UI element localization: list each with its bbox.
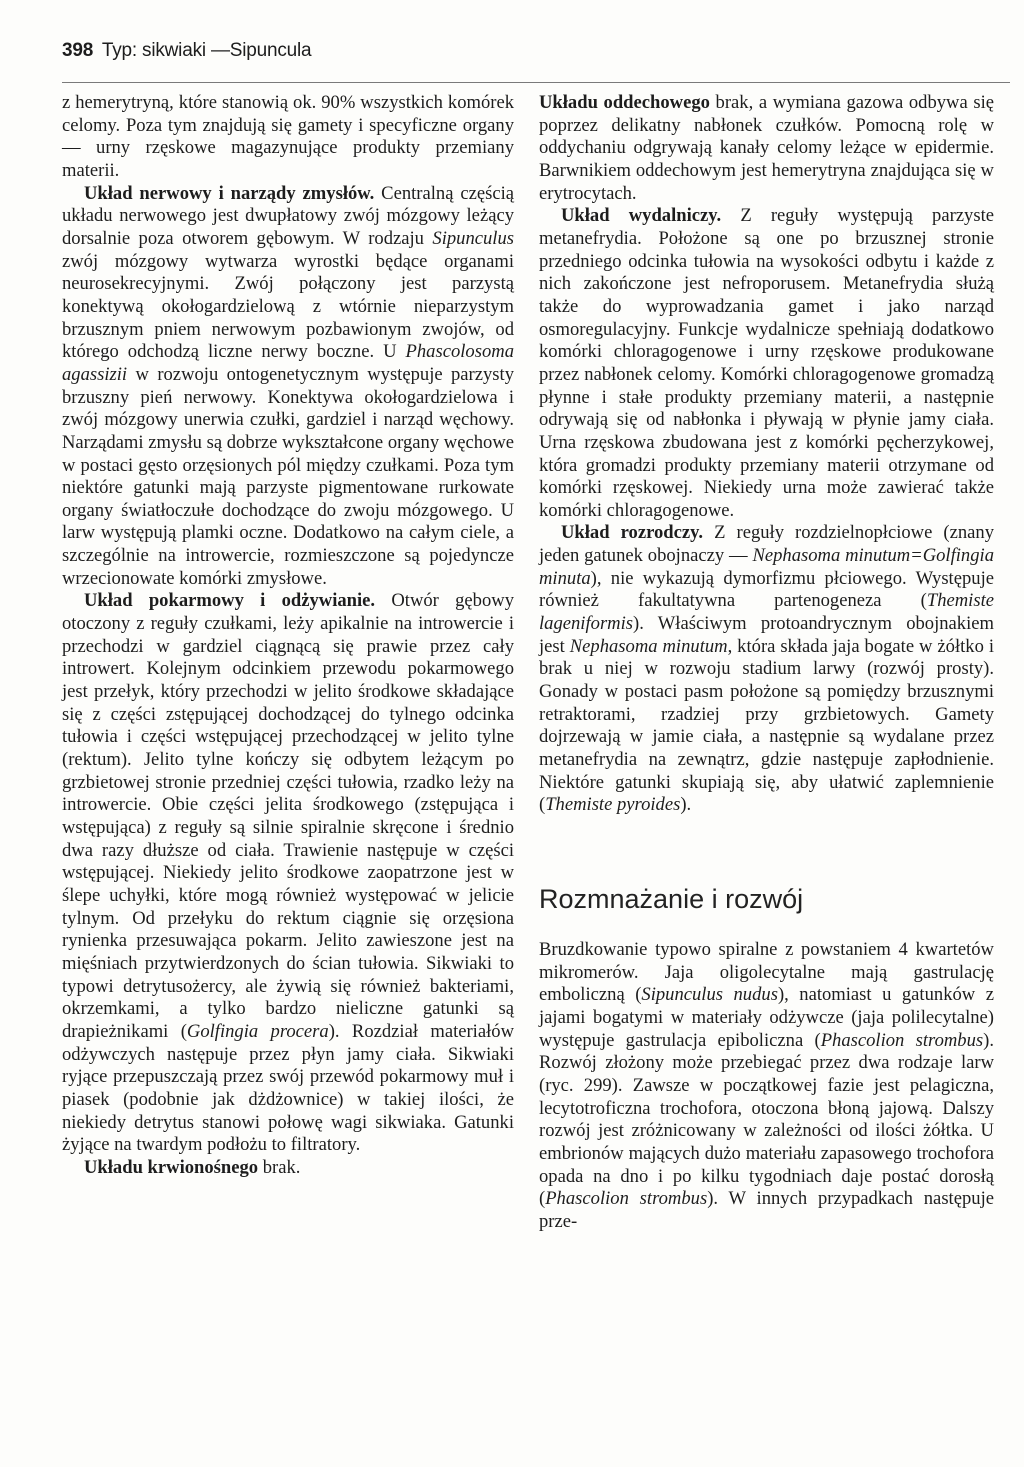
left-column xyxy=(62,92,514,1180)
section-title: Rozmnażanie i rozwój xyxy=(539,884,804,914)
section-heading: Układu oddechowego xyxy=(539,92,710,113)
section-heading: Układ wydalniczy. xyxy=(561,205,722,227)
section-heading: Układ nerwowy i narządy zmysłów. xyxy=(84,182,375,204)
header-rule xyxy=(62,82,1010,83)
paragraph: z hemerytryną, które stanowią ok. 90% wszystkich komórek celomy. Poza tym znajdują się gamety i specyficzne organy — urny rzęskowe magazynujące produkty przemiany materii. xyxy=(62,92,514,181)
paragraph-excretory-system: Układ wydalniczy. Z reguły występują parzyste metanefrydia. Położone są one po brzusznej stronie przedniego odcinka tułowia na wysokości odbytu i każde z nich zakończone jest nefroporusem. Metanefrydia służą także do wyprowadzania gamet i jako narząd osmoregulacyjny. Funkcje wydalnicze spełniają dodatkowo komórki chloragogenowe i urny rzęskowe produkowane przez nabłonek celomy. Komórki chloragogenowe gromadzą płynne i stałe produkty przemiany materii, a następnie odrywają się od nabłonka i pływają w płynie jamy ciała. Urna rzęskowa zbudowana jest z komórki pęcherzykowej, która gromadzi produkty przemiany materii otrzymane od komórki rzęskowej. Niekiedy urna może zawierać także komórki chloragogenowe. xyxy=(539,205,994,521)
running-header xyxy=(62,40,992,62)
running-title: Typ: sikwiaki —Sipuncula xyxy=(101,40,312,61)
paragraph-digestive-system: Układ pokarmowy i odżywianie. Otwór gębowy otoczony z reguły czułkami, leży apikalnie na introwercie i przechodzi w gardziel ciągnącą się prawie przez cały introwert. Kolejnym odcinkiem przewodu pokarmowego jest przełyk, który przechodzi w jelito środkowe składające się z części zstępującej dochodzącej do tylnego odcinka tułowia i części wstępującej przechodzącej w jelito tylne (rektum). Jelito tylne kończy się odbytem leżącym po grzbietowej stronie przedniej części tułowia, rzadko leży na introwercie. Obie części jelita środkowego (zstępująca i wstępująca) z reguły są silnie spiralnie skręcone i średnio dwa razy dłuższe od ciała. Trawienie następuje w części wstępującej. Niekiedy jelito środkowe zaopatrzone jest w ślepe uchyłki, które mogą również występować w jelicie tylnym. Od przełyku do rektum ciągnie się orzęsiona rynienka przesuwająca pokarm. Jelito zawieszone jest na mięśniach przytwierdzonych do ścian tułowia. Sikwiaki to typowi detrytusożercy, ale żywią się również bakteriami, okrzemkami, a tylko bardzo nieliczne gatunki są drapieżnikami (Golfingia procera). Rozdział materiałów odżywczych następuje przez płyn jamy ciała. Sikwiaki ryjące przepuszczają przez swój przewód pokarmowy muł i piasek (podobnie jak dżdżownice) w takiej ilości, że niekiedy detrytus stanowi połowę wagi sikwiaka. Gatunki żyjące na twardym podłożu to filtratory. xyxy=(62,590,514,1156)
paragraph-development: Bruzdkowanie typowo spiralne z powstaniem 4 kwartetów mikromerów. Jaja oligolecytalne mają gastrulację emboliczną (Sipunculus nudus), natomiast u gatunków z jajami bogatymi w materiały odżywcze (jaja polilecytalne) występuje gastrulacja epiboliczna (Phascolion strombus). Rozwój złożony może przebiegać przez dwa rodzaje larw (ryc. 299). Zawsze w początkowej fazie jest pelagiczna, lecytotroficzna trochofora, otoczona błoną jajową. Dalszy rozwój jest zróżnicowany w zależności od ilości żółtka. U embrionów mających dużo materiału zapasowego trochofora opada na dno i po kilku tygodniach daje postać dorosłą (Phascolion strombus). W innych przypadkach następuje prze- xyxy=(539,939,994,1232)
right-column xyxy=(539,92,994,1234)
paragraph-nervous-system: Układ nerwowy i narządy zmysłów. Centralną częścią układu nerwowego jest dwupłatowy zwój mózgowy leżący dorsalnie poza otworem gębowym. W rodzaju Sipunculus zwój mózgowy wytwarza wyrostki będące organami neurosekrecyjnymi. Zwój połączony jest parzystą konektywą okołogardzielową z wtórnie nieparzystym brzusznym pniem nerwowym pozbawionym zwojów, od którego odchodzą liczne nerwy boczne. U Phascolosoma agassizii w rozwoju ontogenetycznym występuje parzysty brzuszny pień nerwowy. Konektywa okołogardzielowa i zwój mózgowy unerwia czułki, gardziel i narząd węchowy. Narządami zmysłu są dobrze wykształcone organy węchowe w postaci gęsto orzęsionych pól między czułkami. Poza tym niektóre gatunki mają parzyste pigmentowane rurkowate organy światłoczułe dochodzące do zwoju mózgowego. U larw występują plamki oczne. Dodatkowo na całym ciele, a szczególnie na introwercie, rozmieszczone są pojedyncze wrzecionowate komórki zmysłowe. xyxy=(62,182,514,589)
paragraph-reproductive-system: Układ rozrodczy. Z reguły rozdzielnopłciowe (znany jeden gatunek obojnaczy — Nephasoma minutum=Golfingia minuta), nie wykazują dymorfizmu płciowego. Występuje również fakultatywna partenogeneza (Themiste lageniformis). Właściwym protoandrycznym obojnakiem jest Nephasoma minutum, która składa jaja bogate w żółtko i brak u niej w rozwoju stadium larwy (rozwój prosty). Gonady w postaci pasm położone są pomiędzy brzusznymi retraktorami, rzadziej przy grzbietowych. Gamety dojrzewają w jamie ciała, a następnie są wydalane przez metanefrydia na zewnątrz, gdzie następuje zapłodnienie. Niektóre gatunki skupiają się, aby ułatwić zaplemnienie (Themiste pyroides). xyxy=(539,522,994,816)
section-heading: Układ rozrodczy. xyxy=(561,522,704,544)
paragraph-circulatory-system: Układu krwionośnego brak. xyxy=(84,1156,301,1178)
paragraph-respiratory-system: Układu oddechowego brak, a wymiana gazowa odbywa się poprzez delikatny nabłonek czułków. Pomocną rolę w oddychaniu odgrywają kanały celomy leżące w epidermie. Barwnikiem oddechowym jest hemerytryna znajdująca się w erytrocytach. xyxy=(539,92,994,204)
section-heading: Układu krwionośnego xyxy=(84,1156,259,1178)
page-number: 398 xyxy=(62,40,94,61)
section-heading: Układ pokarmowy i odżywianie. xyxy=(84,590,376,612)
